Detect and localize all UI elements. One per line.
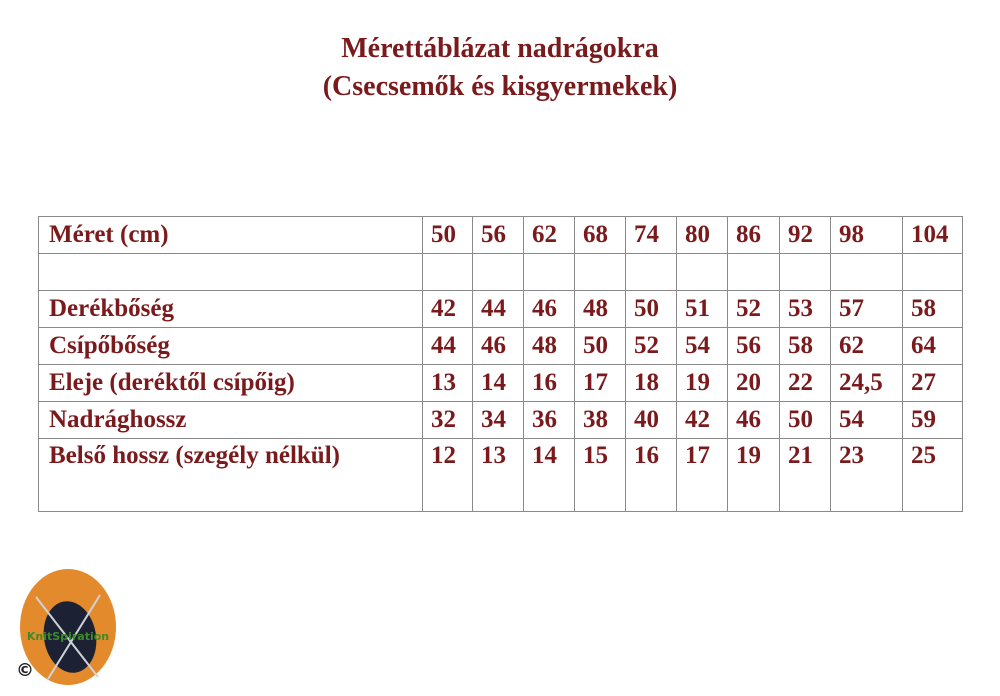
value-cell: 59 [903, 402, 963, 439]
value-cell: 36 [524, 402, 575, 439]
value-cell: 52 [728, 291, 780, 328]
table-row [39, 365, 963, 402]
copyright-mark: © [16, 660, 34, 681]
value-cell: 57 [831, 291, 903, 328]
size-cell: 98 [831, 217, 903, 254]
size-cell: 68 [575, 217, 626, 254]
size-cell: 62 [524, 217, 575, 254]
value-cell: 46 [524, 291, 575, 328]
value-cell: 46 [473, 328, 524, 365]
value-cell: 58 [903, 291, 963, 328]
row-label: Eleje (deréktől csípőig) [39, 365, 423, 402]
value-cell: 54 [677, 328, 728, 365]
size-cell: 74 [626, 217, 677, 254]
value-cell: 50 [780, 402, 831, 439]
size-cell: 80 [677, 217, 728, 254]
size-cell: 104 [903, 217, 963, 254]
value-cell: 50 [575, 328, 626, 365]
size-cell: 56 [473, 217, 524, 254]
row-label: Csípőbőség [39, 328, 423, 365]
size-cell: 86 [728, 217, 780, 254]
row-label: Nadrághossz [39, 402, 423, 439]
value-cell: 32 [423, 402, 473, 439]
value-cell: 18 [626, 365, 677, 402]
value-cell: 23 [831, 439, 903, 512]
title-line-2: (Csecsemők és kisgyermekek) [322, 71, 678, 102]
table-row [39, 291, 963, 328]
size-cell: 92 [780, 217, 831, 254]
value-cell: 13 [473, 439, 524, 512]
value-cell: 40 [626, 402, 677, 439]
page-title [0, 30, 1000, 106]
value-cell: 42 [677, 402, 728, 439]
value-cell: 44 [423, 328, 473, 365]
table-row [39, 402, 963, 439]
value-cell: 51 [677, 291, 728, 328]
value-cell: 44 [473, 291, 524, 328]
value-cell: 16 [626, 439, 677, 512]
row-label: Derékbőség [39, 291, 423, 328]
value-cell: 15 [575, 439, 626, 512]
table-header-row [39, 217, 963, 254]
logo-text: KnitSpiration [26, 630, 110, 643]
value-cell: 38 [575, 402, 626, 439]
value-cell: 64 [903, 328, 963, 365]
value-cell: 20 [728, 365, 780, 402]
table-row [39, 439, 963, 512]
value-cell: 34 [473, 402, 524, 439]
value-cell: 24,5 [831, 365, 903, 402]
value-cell: 14 [473, 365, 524, 402]
value-cell: 19 [728, 439, 780, 512]
value-cell: 50 [626, 291, 677, 328]
value-cell: 12 [423, 439, 473, 512]
value-cell: 54 [831, 402, 903, 439]
value-cell: 27 [903, 365, 963, 402]
size-table [38, 216, 963, 512]
table-row [39, 328, 963, 365]
value-cell: 19 [677, 365, 728, 402]
value-cell: 22 [780, 365, 831, 402]
value-cell: 48 [575, 291, 626, 328]
value-cell: 16 [524, 365, 575, 402]
value-cell: 58 [780, 328, 831, 365]
value-cell: 56 [728, 328, 780, 365]
header-label: Méret (cm) [39, 217, 423, 254]
value-cell: 17 [575, 365, 626, 402]
value-cell: 52 [626, 328, 677, 365]
value-cell: 62 [831, 328, 903, 365]
value-cell: 46 [728, 402, 780, 439]
row-label: Belső hossz (szegély nélkül) [39, 439, 423, 512]
table-spacer-row [39, 254, 963, 291]
value-cell: 13 [423, 365, 473, 402]
value-cell: 17 [677, 439, 728, 512]
value-cell: 14 [524, 439, 575, 512]
value-cell: 42 [423, 291, 473, 328]
value-cell: 21 [780, 439, 831, 512]
value-cell: 25 [903, 439, 963, 512]
size-cell: 50 [423, 217, 473, 254]
value-cell: 53 [780, 291, 831, 328]
title-line-1: Mérettáblázat nadrágokra [341, 33, 659, 64]
value-cell: 48 [524, 328, 575, 365]
